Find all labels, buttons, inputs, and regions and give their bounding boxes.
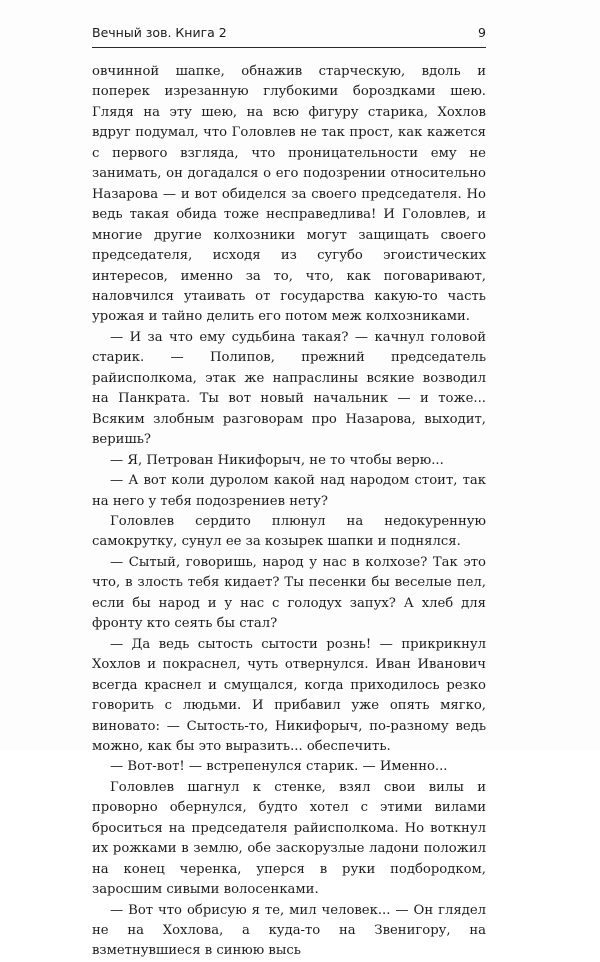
page-number: 9 (478, 25, 486, 40)
paragraph: — И за что ему судьбина такая? — качнул головой старик. — Полипов, прежний председатель райисполкома, этак же напраслины всякие возводил на Панкрата. Ты вот новый начальник — и тоже... Всяким злобным разговорам про Назарова, выходит, веришь? (92, 329, 486, 448)
paragraph: — Вот что обрисую я те, мил человек... — Он глядел не на Хохлова, а куда-то на Звенигору, на взметнувшиеся в синюю высь (92, 902, 486, 959)
paragraph: — Сытый, говоришь, народ у нас в колхозе? Так это что, в злость тебя кидает? Ты песенки бы веселые пел, если бы народ и у нас с голодух запух? А хлеб для фронту кто сеять бы стал? (92, 554, 486, 632)
header-rule (92, 47, 486, 48)
paragraph-continued: овчинной шапке, обнажив старческую, вдоль и поперек изрезанную глубокими бороздками шею. Глядя на эту шею, на всю фигуру старика, Хохлов вдруг подумал, что Головлев не так прост, как кажется с первого взгляда, что проницательности ему не занимать, он догадался о его подозрении относительно Назарова — и вот обиделся за своего председателя. Но ведь такая обида тоже несправедлива! И Головлев, и многие другие колхозники могут защищать своего председателя, исходя из сугубо эгоистических интересов, именно за то, что, как поговаривают, наловчился утаивать от государства какую-то часть урожая и тайно делить его потом меж колхозниками. (92, 64, 486, 325)
paragraph: Головлев сердито плюнул на недокуренную самокрутку, сунул ее за козырек шапки и поднялся. (92, 513, 486, 550)
paragraph: — Да ведь сытость сытости рознь! — прикрикнул Хохлов и покраснел, чуть отвернулся. Иван Иванович всегда краснел и смущался, когда приходилось резко говорить с людьми. И прибавил уже опять мягко, виновато: — Сытость-то, Никифорыч, по-разному ведь можно, как бы это выразить... обеспечить. (92, 636, 486, 754)
paragraph: — А вот коли дуролом какой над народом стоит, так на него у тебя подозрениев нету? (92, 473, 486, 509)
body-text (92, 62, 486, 962)
book-title: Вечный зов. Книга 2 (92, 25, 227, 40)
running-head (92, 23, 486, 43)
paragraph: — Вот-вот! — встрепенулся старик. — Именно... (110, 759, 448, 775)
paragraph: — Я, Петрован Никифорыч, не то чтобы верю... (110, 452, 444, 468)
paragraph: Головлев шагнул к стенке, взял свои вилы и проворно обернулся, будто хотел с этими вилами броситься на председателя райисполкома. Но воткнул их рожками в землю, обе заскорузлые ладони положил на конец черенка, уперся в руки подбородком, заросшим сивыми волосенками. (92, 779, 486, 898)
